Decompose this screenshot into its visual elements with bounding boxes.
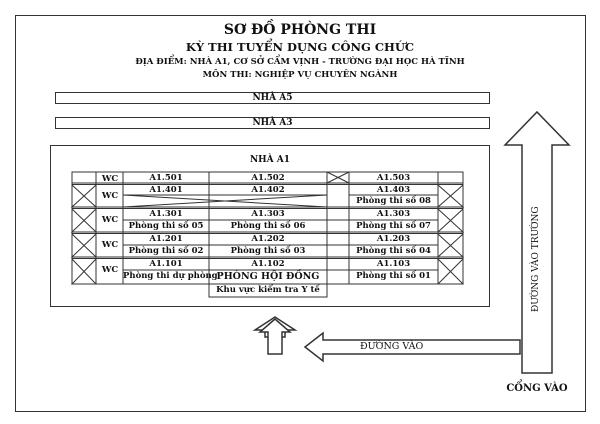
room-a1-301: A1.301: [149, 209, 183, 219]
exam-room-03: Phòng thi số 03: [230, 246, 306, 256]
page-title: SƠ ĐỒ PHÒNG THI: [223, 22, 377, 38]
room-a1-303-right: A1.303: [376, 209, 411, 219]
exam-room-01: Phòng thi số 01: [356, 271, 431, 281]
wc-5: WC: [101, 174, 119, 184]
wc-1: WC: [101, 265, 119, 275]
room-a1-401: A1.401: [149, 185, 183, 195]
council-room: PHÒNG HỘI ĐỒNG: [216, 271, 320, 282]
building-a5: NHÀ A5: [55, 92, 490, 104]
room-a1-203: A1.203: [376, 234, 411, 244]
room-a1-202: A1.202: [251, 234, 285, 244]
page-subtitle: KỲ THI TUYỂN DỤNG CÔNG CHỨC: [185, 40, 415, 54]
room-a1-201: A1.201: [149, 234, 183, 244]
exam-room-08: Phòng thi số 08: [356, 196, 431, 206]
location-line: ĐỊA ĐIỂM: NHÀ A1, CƠ SỞ CẨM VỊNH - TRƯỜNG ĐẠI HỌC HÀ TĨNH: [135, 57, 465, 67]
exam-room-02: Phòng thi số 02: [128, 246, 204, 256]
room-a1-402: A1.402: [251, 185, 285, 195]
room-a1-103: A1.103: [376, 259, 411, 269]
room-a1-101: A1.101: [149, 259, 183, 269]
medical-check-area: Khu vực kiểm tra Y tế: [216, 285, 320, 295]
exam-room-05: Phòng thi số 05: [128, 221, 204, 231]
exam-room-07: Phòng thi số 07: [356, 221, 431, 231]
main-gate-label: CỔNG VÀO: [506, 383, 568, 394]
entrance-path-label: ĐƯỜNG VÀO: [360, 341, 424, 352]
room-a1-303-left: A1.303: [251, 209, 285, 219]
room-a1-403: A1.403: [376, 185, 411, 195]
building-a3: NHÀ A3: [55, 117, 490, 129]
room-a1-502: A1.502: [251, 173, 285, 183]
wc-4: WC: [101, 191, 119, 201]
wc-3: WC: [101, 215, 119, 225]
room-a1-102: A1.102: [251, 259, 285, 269]
wc-2: WC: [101, 240, 119, 250]
subject-line: MÔN THI: NGHIỆP VỤ CHUYÊN NGÀNH: [202, 70, 398, 80]
backup-exam-room: Phòng thi dự phòng: [123, 271, 218, 281]
exam-room-06: Phòng thi số 06: [230, 221, 306, 231]
school-entrance-path-label: ĐƯỜNG VÀO TRƯỜNG: [531, 206, 541, 312]
building-a1-label: NHÀ A1: [249, 155, 291, 165]
exam-room-04: Phòng thi số 04: [356, 246, 431, 256]
room-a1-503: A1.503: [376, 173, 411, 183]
room-a1-501: A1.501: [149, 173, 183, 183]
